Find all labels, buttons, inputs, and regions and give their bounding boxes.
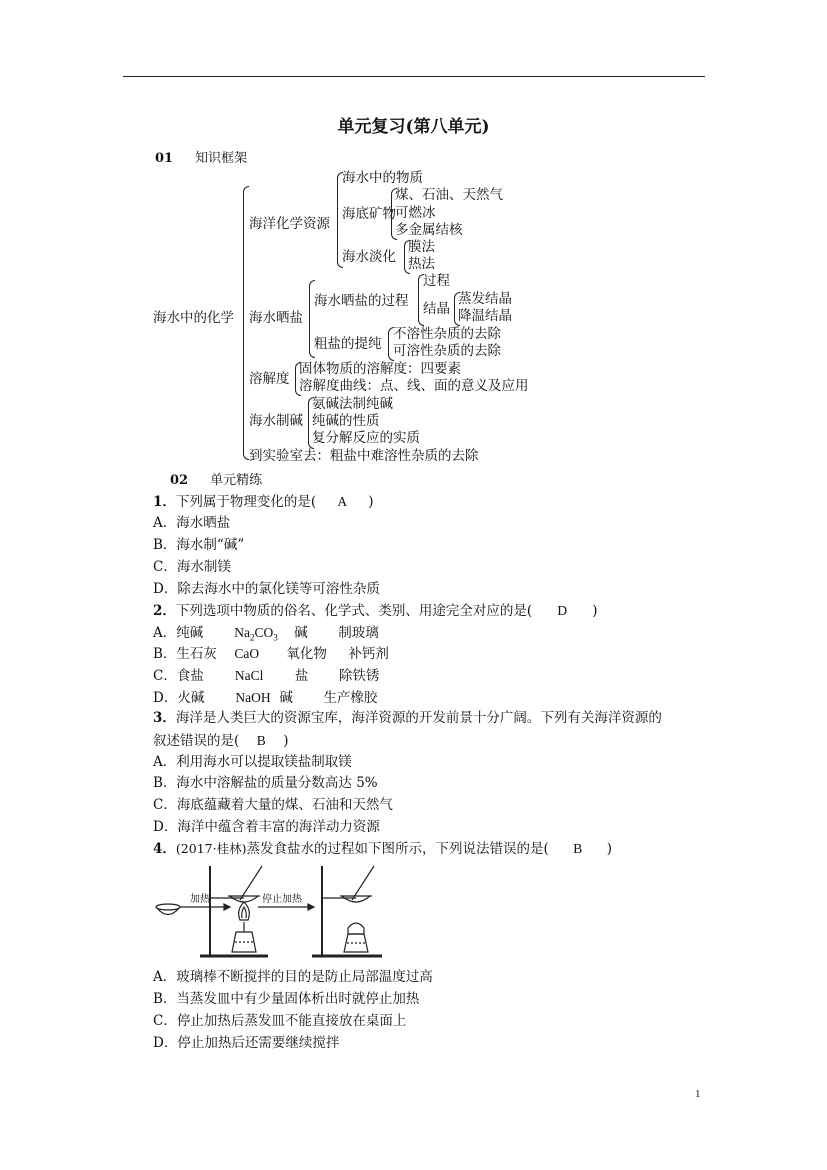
section-number: 01 <box>155 151 174 166</box>
answer: B <box>256 733 266 748</box>
desal-item: 膜法 <box>408 239 435 255</box>
header-rule <box>123 76 705 77</box>
option: A．纯碱 $Na_2CO_3$ 碱 制玻璃 <box>153 625 379 643</box>
solubility-item: 固体物质的溶解度：四要素 <box>299 361 461 377</box>
answer: B <box>573 841 583 856</box>
alkali-item: 氨碱法制纯碱 <box>312 396 393 412</box>
option: C．海底蕴藏着大量的煤、石油和天然气 <box>153 797 393 813</box>
option: C．海水制镁 <box>153 559 231 575</box>
question-number: 3 <box>153 710 163 726</box>
section-title: 单元精练 <box>210 473 263 488</box>
evaporation-figure <box>150 862 390 962</box>
question-number: 1 <box>153 494 163 510</box>
option: A．海水晒盐 <box>153 515 231 531</box>
answer: D <box>557 603 568 618</box>
option: D．海洋中蕴含着丰富的海洋动力资源 <box>153 819 380 835</box>
node-ocean-resources: 海洋化学资源 <box>249 216 330 232</box>
option: D．停止加热后还需要继续搅拌 <box>153 1035 340 1051</box>
desal-item: 热法 <box>408 256 435 272</box>
option: A．利用海水可以提取镁盐制取镁 <box>153 754 352 770</box>
node-purification: 粗盐的提纯 <box>314 336 382 352</box>
question-1-stem: 1．下列属于物理变化的是( A ) <box>153 491 373 513</box>
purify-item: 可溶性杂质的去除 <box>393 343 501 359</box>
question-3-stem-cont: 叙述错误的是( B ) <box>153 730 289 752</box>
page-number: 1 <box>695 1088 701 1100</box>
option: C．食盐 NaCl 盐 除铁锈 <box>153 668 380 684</box>
node-desalination: 海水淡化 <box>342 249 396 265</box>
alkali-item: 复分解反应的实质 <box>312 430 420 446</box>
page-title: 单元复习(第八单元) <box>337 117 490 137</box>
node-salt-process: 海水晒盐的过程 <box>314 293 409 309</box>
option: D．火碱 NaOH 碱 生产橡胶 <box>153 690 378 706</box>
section-title: 知识框架 <box>195 151 248 166</box>
question-2-stem: 2．下列选项中物质的俗名、化学式、类别、用途完全对应的是( D ) <box>153 600 597 622</box>
figure-label: 停止加热 <box>262 894 302 905</box>
answer: A <box>337 494 348 509</box>
solubility-item: 溶解度曲线：点、线、面的意义及应用 <box>299 378 529 394</box>
node-sea-substance: 海水中的物质 <box>342 170 423 186</box>
option: B．生石灰 CaO 氧化物 补钙剂 <box>153 646 389 662</box>
mineral-item: 可燃冰 <box>395 205 436 221</box>
framework-root: 海水中的化学 <box>153 310 234 326</box>
node-solubility: 溶解度 <box>249 371 290 387</box>
purify-item: 不溶性杂质的去除 <box>393 326 501 342</box>
question-number: 2 <box>153 603 163 619</box>
section-number: 02 <box>170 473 189 488</box>
node-alkali: 海水制碱 <box>249 413 303 429</box>
question-4-stem: 4．(2017·桂林)蒸发食盐水的过程如下图所示，下列说法错误的是( B ) <box>153 838 612 860</box>
evaporating-dish-icon <box>156 904 180 910</box>
question-3-stem: 3．海洋是人类巨大的资源宝库，海洋资源的开发前景十分广阔。下列有关海洋资源的 <box>153 710 662 726</box>
node-crystallization: 结晶 <box>423 301 450 317</box>
question-number: 4 <box>153 841 163 857</box>
section-heading-framework <box>155 147 247 166</box>
process-step: 过程 <box>423 273 450 289</box>
option: B．当蒸发皿中有少量固体析出时就停止加热 <box>153 991 420 1007</box>
mineral-item: 煤、石油、天然气 <box>395 187 503 203</box>
option: D．除去海水中的氯化镁等可溶性杂质 <box>153 581 380 597</box>
option: B．海水制“碱” <box>153 537 245 553</box>
node-sea-salt: 海水晒盐 <box>249 310 303 326</box>
option: A．玻璃棒不断搅拌的目的是防止局部温度过高 <box>153 969 433 985</box>
section-heading-exercises <box>170 469 262 488</box>
node-lab: 到实验室去：粗盐中难溶性杂质的去除 <box>249 448 479 464</box>
option: B．海水中溶解盐的质量分数高达 5% <box>153 775 378 791</box>
figure-label: 加热 <box>190 894 210 905</box>
alkali-item: 纯碱的性质 <box>312 413 380 429</box>
cryst-item: 蒸发结晶 <box>458 291 512 307</box>
mineral-item: 多金属结核 <box>395 222 463 238</box>
node-minerals: 海底矿物 <box>342 206 396 222</box>
arrow-icon <box>308 904 314 910</box>
option: C．停止加热后蒸发皿不能直接放在桌面上 <box>153 1013 407 1029</box>
cryst-item: 降温结晶 <box>458 308 512 324</box>
